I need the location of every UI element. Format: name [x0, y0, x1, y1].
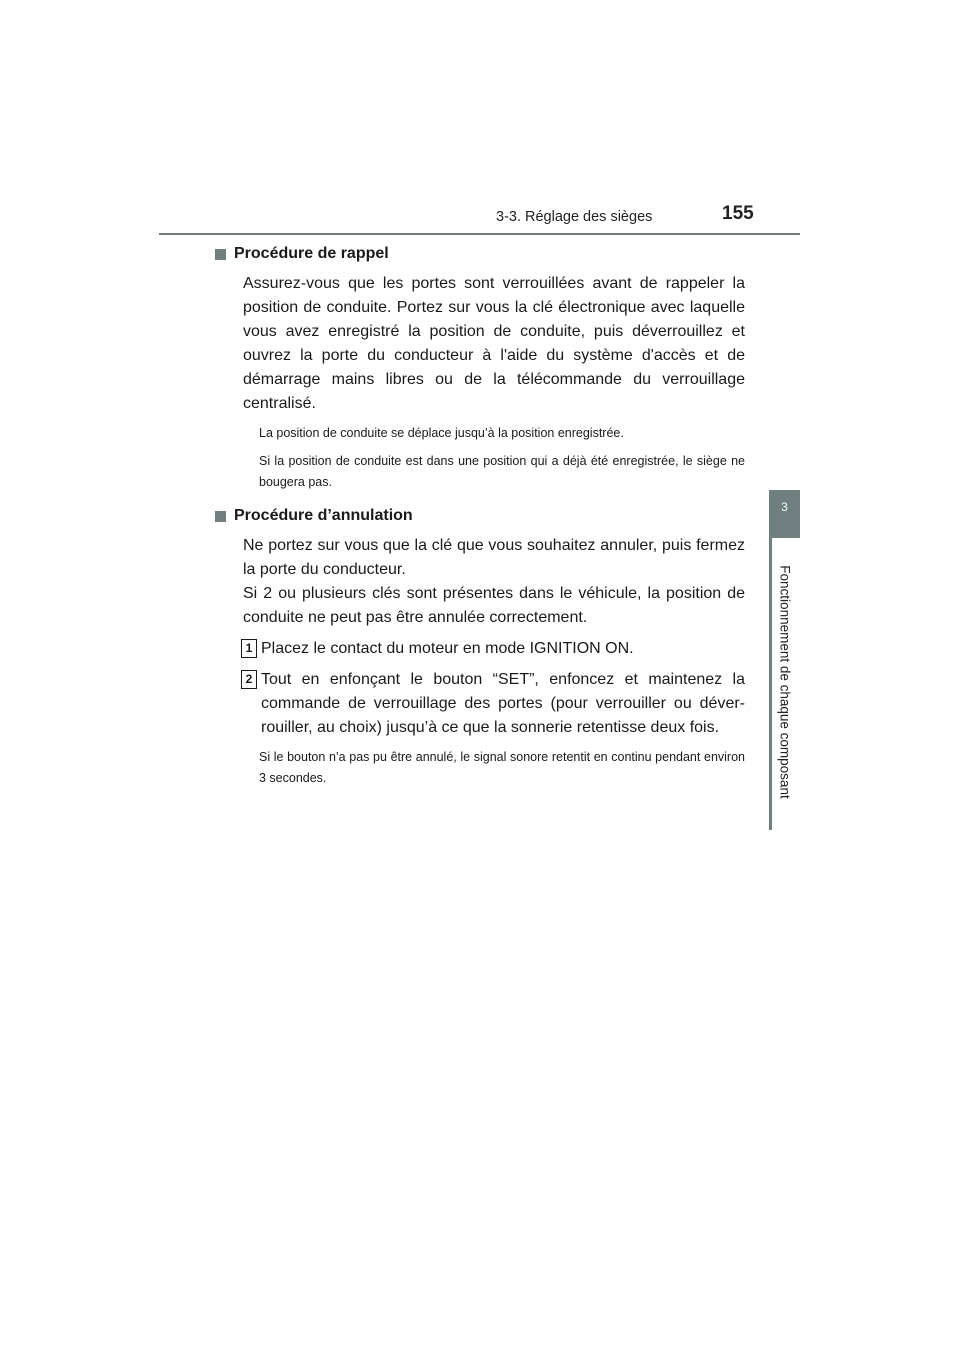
chapter-label-wrap — [771, 548, 799, 816]
section-heading-recall — [215, 243, 745, 265]
recall-note: Si la position de conduite est dans une position qui a déjà été enregistrée, le siège ne bougera pas. — [259, 454, 745, 489]
step-text: Placez le contact du moteur en mode IGNITION ON. — [261, 640, 634, 657]
chapter-number: 3 — [781, 500, 788, 514]
step-item — [245, 637, 745, 661]
cancel-note: Si le bouton n’a pas pu être annulé, le signal sonore retentit en continu pendant environ 3 secondes. — [259, 750, 745, 785]
recall-note: La position de conduite se déplace jusqu’à la position enregistrée. — [259, 426, 624, 440]
step-item — [245, 668, 745, 740]
header-divider — [159, 233, 800, 235]
step-text: Tout en enfonçant le bouton “SET”, enfoncez et maintenez la commande de verrouillage des portes (pour verrouiller ou déverrouiller, au choix) jusqu’à ce que la sonnerie retentisse deux fois. — [261, 671, 745, 736]
cancel-paragraph: Ne portez sur vous que la clé que vous souhaitez annuler, puis fermez la porte du conducteur. — [243, 537, 745, 578]
section-heading-cancel — [215, 505, 745, 527]
step-number-badge: 2 — [241, 670, 257, 689]
square-bullet-icon — [215, 249, 226, 260]
heading-text: Procédure de rappel — [234, 245, 389, 262]
section-title: 3-3. Réglage des sièges — [496, 209, 653, 225]
heading-text: Procédure d’annulation — [234, 507, 413, 524]
step-number-badge: 1 — [241, 639, 257, 658]
square-bullet-icon — [215, 511, 226, 522]
recall-paragraph: Assurez-vous que les portes sont verrouillées avant de rappeler la position de conduite. Portez sur vous la clé électronique avec laquelle vous avez enregistré la position de conduite, puis déverrouillez et ouvrez la porte du conducteur à l'aide du système d'accès et de démarrage mains libres ou de la télécommande du verrouillage centralisé. — [243, 275, 745, 412]
chapter-number-box — [769, 490, 800, 538]
chapter-label: Fonctionnement de chaque composant — [777, 565, 793, 799]
cancel-paragraph: Si 2 ou plusieurs clés sont présentes dans le véhicule, la position de conduite ne peut pas être annulée correctement. — [243, 585, 745, 626]
page-number: 155 — [722, 203, 754, 224]
page-content — [215, 243, 745, 789]
page-header — [0, 0, 960, 240]
